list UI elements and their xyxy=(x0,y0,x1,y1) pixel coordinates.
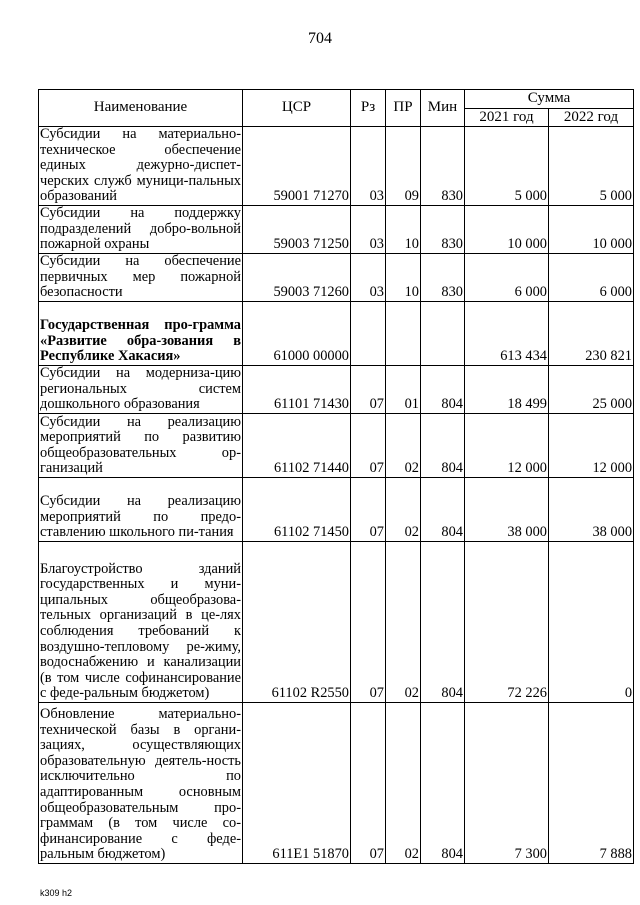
table-row xyxy=(39,542,634,703)
row-pr: 02 xyxy=(386,478,421,542)
header-sum: Сумма xyxy=(465,90,634,109)
row-sum-2021: 10 000 xyxy=(465,206,549,254)
footer-code: k309 h2 xyxy=(40,888,73,898)
header-name: Наименование xyxy=(39,90,243,127)
row-min: 804 xyxy=(421,414,465,478)
row-sum-2022: 0 xyxy=(549,542,634,703)
row-sum-2021: 18 499 xyxy=(465,366,549,414)
row-rz: 07 xyxy=(351,478,386,542)
row-sum-2022: 5 000 xyxy=(549,127,634,206)
row-sum-2021: 613 434 xyxy=(465,302,549,366)
budget-table xyxy=(38,89,634,864)
row-csr: 59003 71250 xyxy=(243,206,351,254)
header-csr: ЦСР xyxy=(243,90,351,127)
table-row xyxy=(39,127,634,206)
row-rz: 07 xyxy=(351,414,386,478)
row-csr: 611E1 51870 xyxy=(243,703,351,864)
row-sum-2021: 72 226 xyxy=(465,542,549,703)
row-sum-2022: 7 888 xyxy=(549,703,634,864)
row-rz: 07 xyxy=(351,366,386,414)
row-name: Благоустройство зданий государственных и муни-ципальных общеобразова-тельных организаций в це-лях соблюдения требований к воздушно-тепловому ре-жиму, водоснабжению и канализации (в том числе софинансирование с феде-ральным бюджетом) xyxy=(39,542,243,703)
row-name: Обновление материально-технической базы в органи-зациях, осуществляющих образовательную деятель-ность исключительно по адаптированным основным общеобразовательным про-граммам (в том числе со-финансирование с феде-ральным бюджетом) xyxy=(39,703,243,864)
row-name: Субсидии на материально-техническое обеспечение единых дежурно-диспет-черских служб муници-пальных образований xyxy=(40,126,241,205)
table-row xyxy=(39,206,634,254)
row-min xyxy=(421,302,465,366)
header-rz: Рз xyxy=(351,90,386,127)
row-pr: 10 xyxy=(386,206,421,254)
row-name: Субсидии на поддержку подразделений добро-вольной пожарной охраны xyxy=(40,205,241,253)
header-pr: ПР xyxy=(386,90,421,127)
row-min: 804 xyxy=(421,478,465,542)
page-number: 704 xyxy=(308,30,332,47)
row-csr: 61102 R2550 xyxy=(243,542,351,703)
row-pr: 02 xyxy=(386,414,421,478)
row-pr xyxy=(386,302,421,366)
row-pr: 01 xyxy=(386,366,421,414)
row-rz: 03 xyxy=(351,206,386,254)
row-name: Субсидии на реализацию мероприятий по предо-ставлению школьного пи-тания xyxy=(39,478,243,542)
row-pr: 09 xyxy=(386,127,421,206)
row-csr: 61102 71440 xyxy=(243,414,351,478)
row-name: Субсидии на обеспечение первичных мер пожарной безопасности xyxy=(40,253,241,301)
table-row xyxy=(39,302,634,366)
row-pr: 02 xyxy=(386,542,421,703)
row-rz: 07 xyxy=(351,542,386,703)
row-min: 804 xyxy=(421,366,465,414)
row-name: Субсидии на реализацию мероприятий по развитию общеобразовательных ор-ганизаций xyxy=(40,413,241,477)
row-rz: 03 xyxy=(351,254,386,302)
row-csr: 59003 71260 xyxy=(243,254,351,302)
row-sum-2021: 6 000 xyxy=(465,254,549,302)
table-row xyxy=(39,703,634,864)
row-min: 830 xyxy=(421,206,465,254)
row-min: 804 xyxy=(421,703,465,864)
table-row xyxy=(39,366,634,414)
row-min: 830 xyxy=(421,127,465,206)
row-rz: 07 xyxy=(351,703,386,864)
table-row xyxy=(39,254,634,302)
row-sum-2022: 10 000 xyxy=(549,206,634,254)
row-sum-2022: 6 000 xyxy=(549,254,634,302)
row-sum-2022: 12 000 xyxy=(549,414,634,478)
row-csr: 61102 71450 xyxy=(243,478,351,542)
row-csr: 61101 71430 xyxy=(243,366,351,414)
row-name: Государственная про-грамма «Развитие обра-зования в Республике Хакасия» xyxy=(39,302,243,366)
row-rz xyxy=(351,302,386,366)
row-sum-2021: 5 000 xyxy=(465,127,549,206)
row-csr: 59001 71270 xyxy=(243,127,351,206)
row-sum-2022: 38 000 xyxy=(549,478,634,542)
row-csr: 61000 00000 xyxy=(243,302,351,366)
table-body xyxy=(39,127,634,864)
table-row xyxy=(39,478,634,542)
header-year-2022: 2022 год xyxy=(549,109,634,127)
row-min: 830 xyxy=(421,254,465,302)
row-pr: 10 xyxy=(386,254,421,302)
row-sum-2022: 25 000 xyxy=(549,366,634,414)
row-sum-2021: 38 000 xyxy=(465,478,549,542)
row-rz: 03 xyxy=(351,127,386,206)
table-row xyxy=(39,414,634,478)
header-min: Мин xyxy=(421,90,465,127)
header-year-2021: 2021 год xyxy=(465,109,549,127)
row-min: 804 xyxy=(421,542,465,703)
row-sum-2021: 12 000 xyxy=(465,414,549,478)
row-sum-2021: 7 300 xyxy=(465,703,549,864)
row-name: Субсидии на модерниза-цию региональных систем дошкольного образования xyxy=(40,365,241,413)
row-sum-2022: 230 821 xyxy=(549,302,634,366)
row-pr: 02 xyxy=(386,703,421,864)
